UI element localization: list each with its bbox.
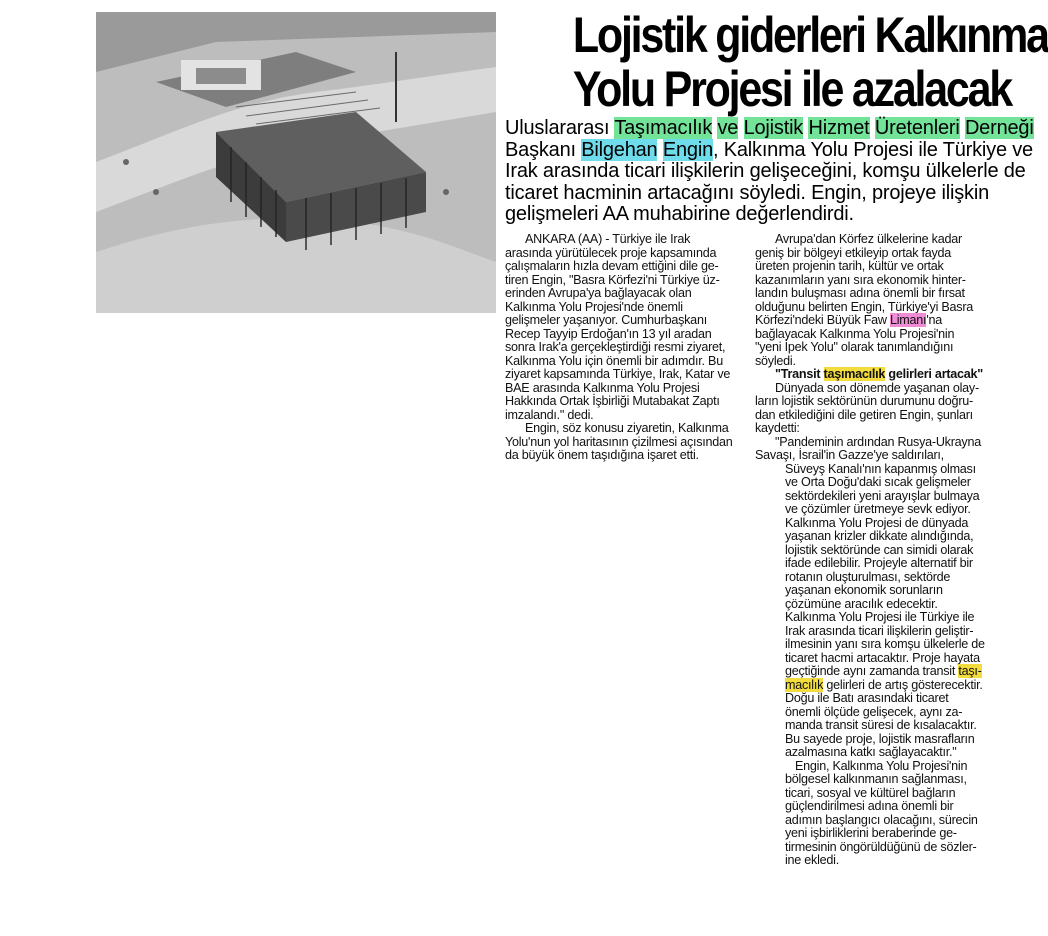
body-text: gelirleri de artış gösterecektir. — [823, 677, 983, 692]
body-line: ların lojistik sektörünün durumunu doğru- — [755, 394, 973, 408]
body-line: olduğunu belirten Engin, Türkiye'yi Basra — [755, 299, 974, 314]
quote-line: rotanın oluşturulması, sektörde — [785, 569, 951, 584]
body-line: ANKARA (AA) - Türkiye ile Irak — [525, 232, 691, 246]
body-line: yeni işbirliklerini beraberinde ge- — [785, 826, 957, 840]
highlight-green: ve — [717, 117, 739, 139]
lead-text — [738, 117, 743, 139]
lead-line: ticaret hacminin artacağını söyledi. Engin, projeye ilişkin — [505, 181, 990, 204]
subheading — [755, 368, 995, 382]
body-line: Yolu'nun yol haritasının çizilmesi açısından — [505, 434, 733, 449]
article-headline — [572, 7, 1048, 117]
article-column-1 — [505, 233, 745, 463]
body-line: tirmesinin öngörüldüğünü de sözler- — [785, 839, 977, 854]
quote-line: yaşanan krizler dikkate alındığında, — [785, 529, 974, 543]
body-line: ziyaret kapsamında Türkiye, Irak, Katar ve — [505, 367, 731, 381]
body-line: bağlayacak Kalkınma Yolu Projesi'nin — [755, 326, 955, 341]
quote-line: ticaret hacmi artacaktır. Proje hayata — [785, 650, 980, 665]
body-line: üreten projenin tarih, kültür ve ortak — [755, 259, 944, 273]
body-line: da büyük önem taşıdığına işaret etti. — [505, 448, 699, 462]
body-text: geçtiğinde aynı zamanda transit — [785, 664, 959, 678]
body-line: çalışmaların hızla devam ettiğini dile ge- — [505, 259, 719, 273]
highlight-yellow: macılık — [785, 677, 824, 692]
body-line: sonra Irak'a gerçekleştirdiği resmi ziyaret, — [505, 340, 726, 354]
body-line: ticari, sosyal ve kültürel bağların — [785, 785, 956, 800]
body-line — [755, 314, 995, 328]
body-line: tiren Engin, "Basra Körfezi'ni Türkiye üz- — [505, 272, 720, 287]
lead-line — [505, 138, 1033, 162]
body-line: erinden Avrupa'ya bağlayacak olan — [505, 286, 692, 300]
headline-line-1: Lojistik giderleri Kalkınma — [572, 7, 1048, 63]
highlight-yellow: taşımacılık — [823, 367, 886, 381]
construction-site-image — [96, 12, 496, 313]
quote-line: önemli ölçüde gelişecek, aynı za- — [785, 704, 963, 719]
body-line: arasında yürütülecek proje kapsamında — [505, 245, 717, 260]
quote-line: ve çözümler üretmeye sevk ediyor. — [785, 502, 971, 516]
quote-line — [755, 679, 995, 693]
body-line: geniş bir bölgeyi etkileyip ortak fayda — [755, 245, 952, 260]
lead-text: , Kalkınma Yolu Projesi ile Türkiye ve — [713, 138, 1033, 161]
body-line: Hakkında Ortak İşbirliği Mutabakat Zaptı — [505, 394, 720, 408]
body-text: 'na — [926, 313, 942, 327]
quote-line: yaşanan ekonomik sorunların — [785, 583, 943, 597]
quote-line: manda transit süresi de kısalacaktır. — [785, 718, 977, 732]
headline-line-2: Yolu Projesi ile azalacak — [572, 61, 1011, 117]
quote-line: ifade edilebilir. Projeyle alternatif bir — [785, 556, 973, 570]
subheading-text: "Transit — [775, 367, 824, 381]
body-line: adımın başlangıcı olacağını, sürecin — [785, 812, 978, 827]
body-line: kaydetti: — [755, 421, 800, 435]
quote-line — [755, 665, 995, 679]
highlight-pink: Limanı — [890, 313, 927, 327]
body-line: BAE arasında Kalkınma Yolu Projesi — [505, 380, 700, 395]
quote-line: Doğu ile Batı arasındaki ticaret — [785, 691, 949, 705]
body-line: Avrupa'dan Körfez ülkelerine kadar — [775, 232, 962, 246]
body-line: Kalkınma Yolu Projesi'nde önemli — [505, 299, 683, 314]
quote-line: azalmasına katkı sağlayacaktır." — [785, 745, 957, 759]
article-column-2 — [755, 233, 995, 868]
highlight-green: Derneği — [964, 117, 1034, 139]
body-line: Savaşı, İsrail'in Gazze'ye saldırıları, — [755, 448, 944, 462]
highlight-yellow: taşı- — [958, 664, 982, 678]
body-line: ine ekledi. — [785, 853, 839, 867]
quote-line: Irak arasında ticari ilişkilerin geliştir- — [785, 623, 974, 638]
article-lead — [505, 117, 1034, 226]
lead-text: Uluslararası — [505, 117, 615, 139]
body-line: Dünyada son dönemde yaşanan olay- — [775, 380, 979, 395]
lead-line: gelişmeleri AA muhabirine değerlendirdi. — [505, 203, 854, 225]
highlight-cyan: Bilgehan — [581, 138, 658, 161]
body-line: Kalkınma Yolu için önemli bir adımdır. Bu — [505, 353, 723, 368]
quote-line: ilmesinin yanı sıra komşu ülkelerle de — [785, 637, 985, 651]
quote-line: ve Orta Doğu'daki sıcak gelişmeler — [785, 475, 971, 489]
highlight-green: Hizmet — [808, 117, 870, 139]
body-line: güçlendirilmesi adına önemli bir — [785, 799, 954, 813]
lead-line — [505, 117, 1034, 140]
lead-text: Başkanı — [505, 138, 582, 161]
highlight-green: Üretenleri — [874, 117, 960, 139]
body-line: Engin, Kalkınma Yolu Projesi'nin — [795, 758, 968, 773]
subheading-text: gelirleri artacak" — [885, 367, 984, 381]
body-line: gelişmeler yaşanıyor. Cumhurbaşkanı — [505, 313, 707, 327]
body-line: bölgesel kalkınmanın sağlanması, — [785, 772, 967, 786]
body-line: Recep Tayyip Erdoğan'ın 13 yıl aradan — [505, 326, 712, 341]
article-photo — [96, 12, 496, 313]
body-line: "Pandeminin ardından Rusya-Ukrayna — [775, 434, 981, 449]
body-line: "yeni İpek Yolu" olarak tanımlandığını — [755, 340, 954, 354]
body-line: kazanımların yanı sıra ekonomik hinter- — [755, 272, 966, 287]
body-text: Körfezi'ndeki Büyük Faw — [755, 313, 890, 327]
body-line: Engin, söz konusu ziyaretin, Kalkınma — [525, 421, 729, 435]
body-line: dan etkilediğini dile getiren Engin, şunları — [755, 407, 973, 422]
quote-line: Bu sayede proje, lojistik masrafların — [785, 731, 975, 746]
body-line: landın buluşması adına önemli bir fırsat — [755, 286, 965, 300]
quote-line: çözümüne aracılık edecektir. — [785, 596, 938, 611]
quote-line: sektördekileri yeni arayışlar bulmaya — [785, 488, 980, 503]
highlight-green: Taşımacılık — [614, 117, 713, 139]
quote-line: Kalkınma Yolu Projesi de dünyada — [785, 515, 969, 530]
lead-line: Irak arasında ticari ilişkilerin gelişeceğini, komşu ülkelerle de — [505, 160, 1026, 182]
body-line: imzalandı." dedi. — [505, 407, 594, 422]
highlight-cyan: Engin — [662, 138, 713, 161]
quote-line: Kalkınma Yolu Projesi ile Türkiye ile — [785, 610, 975, 624]
highlight-green: Lojistik — [743, 117, 804, 139]
body-line: söyledi. — [755, 353, 796, 368]
quote-line: lojistik sektöründe can simidi olarak — [785, 542, 974, 557]
quote-line: Süveyş Kanalı'nın kapanmış olması — [785, 461, 976, 476]
